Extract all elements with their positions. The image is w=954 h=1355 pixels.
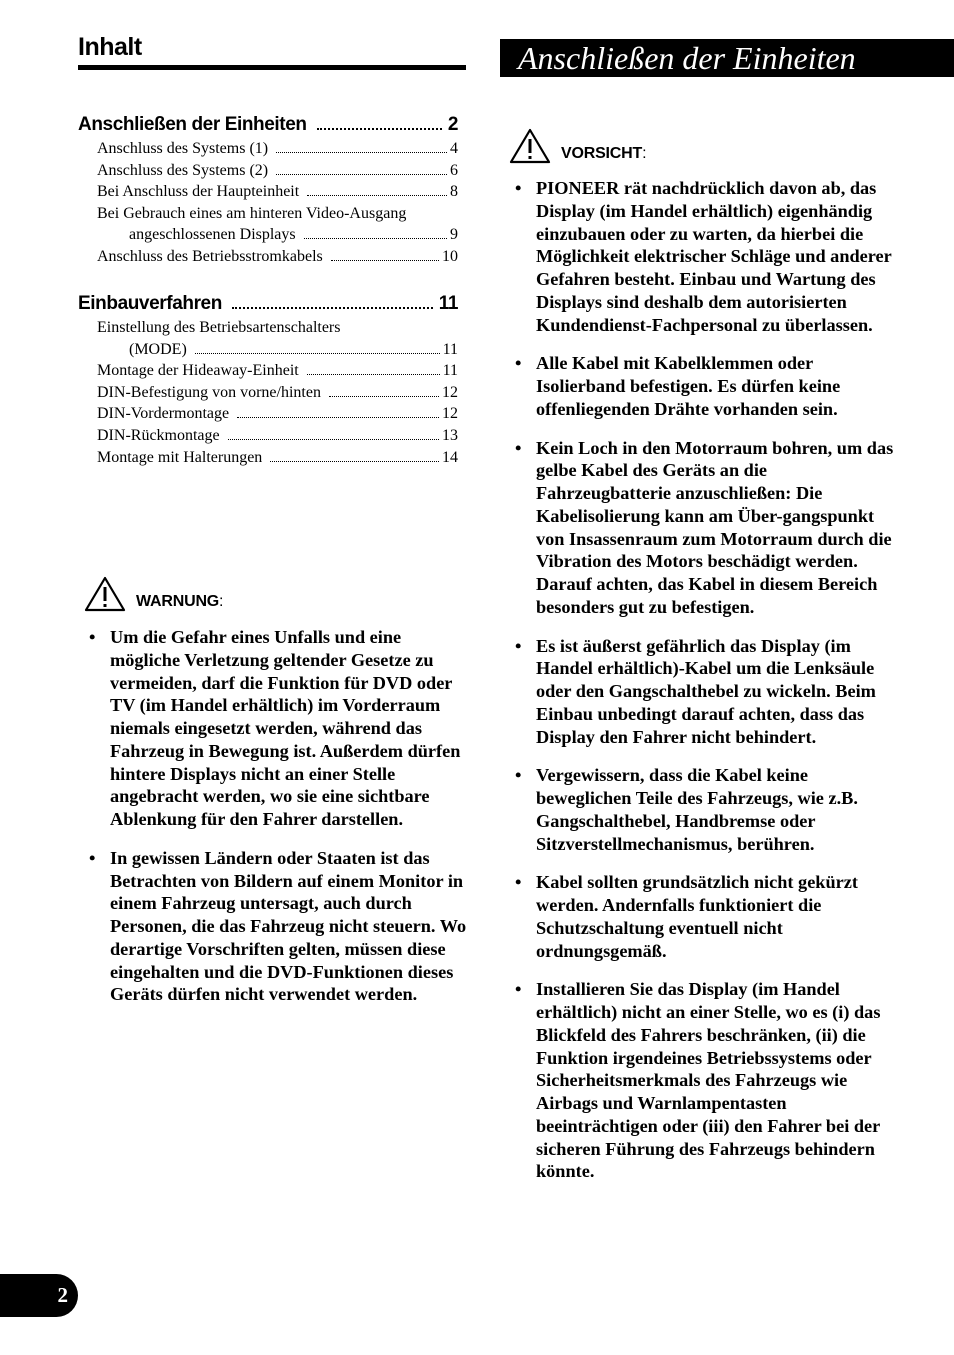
- toc-entry-label: Montage mit Halterungen: [97, 448, 263, 466]
- toc-entry[interactable]: [97, 403, 458, 425]
- toc-entry[interactable]: [97, 382, 458, 404]
- toc-entry[interactable]: [97, 425, 458, 447]
- toc-leader: [276, 152, 447, 153]
- toc-leader: [331, 260, 439, 261]
- toc-entry-label-line1: Einstellung des Betriebsartenschalters: [97, 319, 341, 336]
- warning-triangle-icon: [84, 576, 126, 612]
- toc-entry[interactable]: [97, 181, 458, 203]
- toc-entry-page: 10: [442, 247, 458, 265]
- caution-item: • Vergewissern, dass die Kabel keine beweglichen Teile des Fahrzeugs, wie z.B. Gangschalthebel, Handbremse oder Sitzverstellmechanismus, berühren.: [515, 764, 897, 855]
- toc-entry[interactable]: [97, 138, 458, 160]
- warning-list: [89, 626, 471, 1006]
- toc-entry-page: 11: [442, 362, 458, 380]
- contents-title: Inhalt: [78, 33, 142, 61]
- toc-heading-page: 2: [447, 114, 458, 135]
- toc-leader: [232, 307, 433, 309]
- toc-heading-page: 11: [438, 293, 458, 314]
- page-number: 2: [57, 1283, 68, 1307]
- toc-entry-page: 6: [450, 161, 458, 179]
- toc-leader: [270, 461, 439, 462]
- table-of-contents: [78, 112, 458, 492]
- toc-entry-label: Montage der Hideaway-Einheit: [97, 362, 299, 380]
- section-banner: [500, 39, 954, 77]
- toc-entry[interactable]: [97, 160, 458, 182]
- toc-entry-page: 13: [442, 426, 458, 444]
- toc-entry-page: 14: [442, 448, 458, 466]
- toc-entry-list: [78, 138, 458, 268]
- caution-list: [515, 177, 897, 1183]
- toc-entry-label: angeschlossenen Displays: [129, 226, 296, 244]
- toc-entry-label-line1: Bei Gebrauch eines am hinteren Video-Ausgang: [97, 204, 407, 222]
- toc-entry-page: 11: [442, 340, 458, 358]
- warning-heading: [84, 576, 223, 612]
- warning-label: WARNUNG:: [136, 593, 224, 610]
- toc-entry-page: 8: [450, 183, 458, 201]
- toc-entry-label: (MODE): [129, 340, 187, 358]
- contents-column: [78, 30, 466, 70]
- toc-leader: [307, 374, 440, 375]
- caution-item: • Kein Loch in den Motorraum bohren, um das gelbe Kabel des Geräts an die Fahrzeugbatterie anzuschließen: Die Kabelisolierung kann am Über-gangspunkt von Insassenraum zum Motorraum durch die Vibration des Motors beschädigt werden. Darauf achten, das Kabel in diesem Bereich besonders gut zu befestigen.: [515, 437, 897, 619]
- toc-leader: [237, 417, 439, 418]
- toc-entry-label: Anschluss des Betriebsstromkabels: [97, 247, 323, 265]
- toc-entry[interactable]: [97, 317, 458, 360]
- toc-entry-page: 9: [450, 226, 458, 244]
- warning-triangle-icon: [509, 128, 551, 164]
- toc-entry-page: 4: [450, 140, 458, 157]
- toc-heading-label: Anschließen der Einheiten: [78, 114, 307, 135]
- toc-entry-label: DIN-Befestigung von vorne/hinten: [97, 383, 321, 401]
- toc-heading-label: Einbauverfahren: [78, 293, 222, 314]
- caution-item: • Alle Kabel mit Kabelklemmen oder Isolierband befestigen. Es dürfen keine offenliegenden Drähte vorhanden sein.: [515, 352, 897, 420]
- caution-label: VORSICHT:: [561, 145, 647, 162]
- toc-entry-page: 12: [442, 383, 458, 401]
- toc-entry-list: [78, 317, 458, 468]
- section-title: Anschließen der Einheiten: [518, 40, 856, 76]
- toc-section-heading[interactable]: [78, 291, 458, 317]
- caution-item: • Es ist äußerst gefährlich das Display (im Handel erhältlich)-Kabel um die Lenksäule oder den Gangschalthebel zu wickeln. Beim Einbau unbedingt darauf achten, dass das Display den Fahrer nicht behindert.: [515, 635, 897, 749]
- toc-entry-label: DIN-Rückmontage: [97, 426, 220, 444]
- caution-item: • Installieren Sie das Display (im Handel erhältlich) nicht an einer Stelle, wo es (i) das Blickfeld des Fahrers beschränken, (ii) die Funktion irgendeines Betriebssystems oder Sicherheitsmerkmals des Fahrzeugs wie Airbags und Warnlampentasten beeinträchtigen oder (iii) den Fahrer bei der sicheren Führung des Fahrzeugs behindern könnte.: [515, 978, 897, 1183]
- toc-leader: [195, 353, 440, 354]
- toc-leader: [276, 174, 447, 175]
- toc-entry-label: DIN-Vordermontage: [97, 405, 230, 423]
- toc-entry-label: Anschluss des Systems (2): [97, 161, 269, 179]
- toc-entry[interactable]: [97, 360, 458, 382]
- caution-item: • Kabel sollten grundsätzlich nicht gekürzt werden. Andernfalls funktioniert die Schutzschaltung eventuell nicht ordnungsgemäß.: [515, 871, 897, 962]
- toc-leader: [329, 396, 439, 397]
- toc-entry[interactable]: [97, 246, 458, 268]
- toc-leader: [307, 195, 447, 196]
- caution-item: • PIONEER rät nachdrücklich davon ab, das Display (im Handel erhältlich) eigenhändig einzubauen oder zu warten, da hierbei die Möglichkeit elektrischer Schläge und anderer Gefahren besteht. Einbau und Wartung des Displays sind deshalb dem autorisierten Kundendienst-Fachpersonal zu überlassen.: [515, 177, 897, 336]
- toc-section: [78, 291, 458, 468]
- toc-entry-page: 12: [442, 405, 458, 423]
- toc-section: [78, 112, 458, 268]
- toc-leader: [228, 439, 439, 440]
- toc-entry-label: Bei Anschluss der Haupteinheit: [97, 183, 300, 201]
- toc-entry-label: Anschluss des Systems (1): [97, 140, 269, 157]
- warning-item: • In gewissen Ländern oder Staaten ist das Betrachten von Bildern auf einem Monitor in einem Fahrzeug untersagt, auch durch Personen, die das Fahrzeug nicht steuern. Wo derartige Vorschriften gelten, müssen diese eingehalten und die DVD-Funktionen dieses Geräts dürfen nicht verwendet werden.: [89, 847, 471, 1006]
- caution-heading: [509, 128, 646, 164]
- toc-entry[interactable]: [97, 447, 458, 469]
- title-rule: [78, 65, 466, 70]
- toc-entry[interactable]: [97, 203, 458, 246]
- toc-leader: [304, 238, 447, 239]
- toc-leader: [317, 128, 442, 130]
- warning-item: • Um die Gefahr eines Unfalls und eine mögliche Verletzung geltender Gesetze zu vermeiden, darf die Funktion für DVD oder TV (im Handel erhältlich) im Vorderraum niemals eingesetzt werden, während das Fahrzeug in Bewegung ist. Außerdem dürfen hintere Displays nicht an einer Stelle angebracht werden, wo sie eine sichtbare Ablenkung für den Fahrer darstellen.: [89, 626, 471, 831]
- page-number-badge: [0, 1274, 78, 1317]
- toc-section-heading[interactable]: [78, 112, 458, 138]
